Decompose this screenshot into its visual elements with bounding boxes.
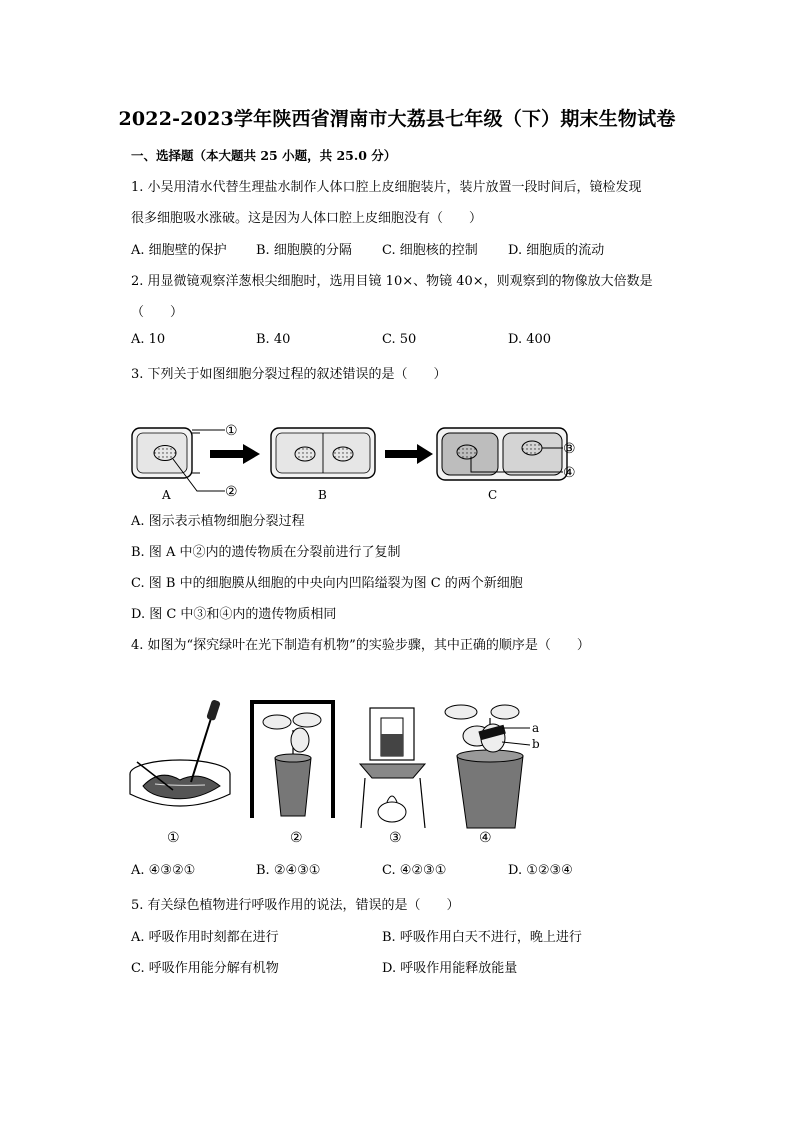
question-5-line-1: 5. 有关绿色植物进行呼吸作用的说法，错误的是（ ）: [131, 898, 460, 913]
question-4-line-1: 4. 如图为“探究绿叶在光下制造有机物”的实验步骤，其中正确的顺序是（ ）: [131, 638, 590, 653]
q1-option-c: C. 细胞核的控制: [382, 243, 478, 258]
q2-option-b: B. 40: [256, 332, 291, 347]
question-1-line-1: 1. 小吴用清水代替生理盐水制作人体口腔上皮细胞装片，装片放置一段时间后，镜检发现: [131, 180, 642, 195]
q1-option-a: A. 细胞壁的保护: [131, 243, 227, 258]
step-1-petri-dish: [130, 699, 230, 806]
cell-division-figure: [125, 415, 605, 507]
label-b-marker: b: [532, 737, 540, 751]
question-3-line-1: 3. 下列关于如图细胞分裂过程的叙述错误的是（ ）: [131, 367, 447, 382]
question-2-line-2: （ ）: [131, 305, 184, 320]
q3-option-a: A. 图示表示植物细胞分裂过程: [131, 514, 305, 529]
marker-3: ③: [563, 441, 576, 457]
label-c: C: [488, 488, 498, 502]
q5-option-c: C. 呼吸作用能分解有机物: [131, 961, 279, 976]
label-b: B: [318, 488, 327, 502]
q2-option-a: A. 10: [131, 332, 166, 347]
step-4-label: ④: [479, 830, 492, 846]
cell-b: [271, 428, 375, 478]
arrow-2: [385, 444, 433, 464]
q3-option-d: D. 图 C 中③和④内的遗传物质相同: [131, 607, 337, 622]
q5-option-a: A. 呼吸作用时刻都在进行: [131, 930, 279, 945]
section-heading: 一、选择题（本大题共 25 小题，共 25.0 分）: [131, 148, 397, 163]
step-4-covered-leaf-plant: [445, 705, 523, 828]
step-2-label: ②: [290, 830, 303, 846]
q5-option-d: D. 呼吸作用能释放能量: [382, 961, 518, 976]
label-a: A: [162, 488, 171, 502]
marker-2: ②: [225, 484, 238, 500]
step-2-dark-box-plant: [252, 702, 333, 818]
q3-option-c: C. 图 B 中的细胞膜从细胞的中央向内凹陷缢裂为图 C 的两个新细胞: [131, 576, 523, 591]
step-3-water-bath: [360, 708, 425, 828]
question-1-line-2: 很多细胞吸水涨破。这是因为人体口腔上皮细胞没有（ ）: [131, 211, 483, 226]
q3-option-b: B. 图 A 中②内的遗传物质在分裂前进行了复制: [131, 545, 401, 560]
q1-option-b: B. 细胞膜的分隔: [256, 243, 352, 258]
arrow-1: [210, 444, 260, 464]
q1-option-d: D. 细胞质的流动: [508, 243, 605, 258]
cell-a: [132, 428, 200, 478]
exam-title: 2022-2023学年陕西省渭南市大荔县七年级（下）期末生物试卷: [118, 108, 676, 130]
marker-1: ①: [225, 423, 238, 439]
step-3-label: ③: [389, 830, 402, 846]
label-a-marker: a: [532, 721, 540, 735]
marker-4: ④: [563, 465, 576, 481]
question-2-line-1: 2. 用显微镜观察洋葱根尖细胞时，选用目镜 10×、物镜 40×，则观察到的物像放大倍数是: [131, 274, 653, 289]
q2-option-d: D. 400: [508, 332, 552, 347]
photosynthesis-steps-figure: [125, 690, 565, 850]
q2-option-c: C. 50: [382, 332, 417, 347]
q4-option-b: B. ②④③①: [256, 863, 321, 878]
step-1-label: ①: [167, 830, 180, 846]
q4-option-a: A. ④③②①: [131, 863, 196, 878]
q5-option-b: B. 呼吸作用白天不进行，晚上进行: [382, 930, 582, 945]
q4-option-d: D. ①②③④: [508, 863, 573, 878]
q4-option-c: C. ④②③①: [382, 863, 447, 878]
